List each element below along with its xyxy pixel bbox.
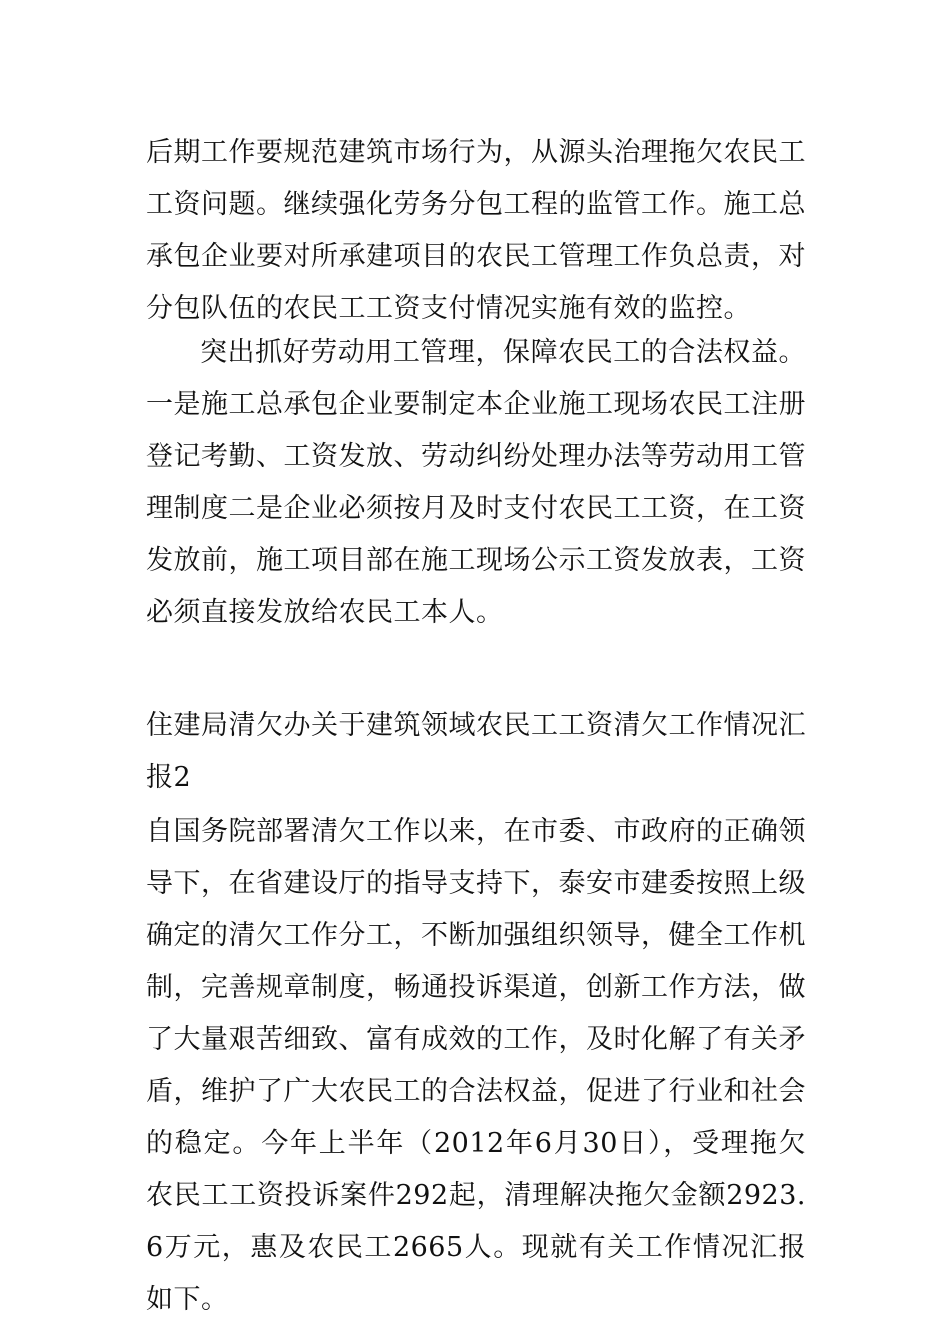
paragraph-block-labor-management [146, 327, 806, 639]
paragraph-block-top [146, 127, 806, 335]
section-heading-block [146, 700, 806, 804]
paragraph-labor-management: 突出抓好劳动用工管理，保障农民工的合法权益。一是施工总承包企业要制定本企业施工现场农民工注册登记考勤、工资发放、劳动纠纷处理办法等劳动用工管理制度二是企业必须按月及时支付农民工工资，在工资发放前，施工项目部在施工现场公示工资发放表，工资必须直接发放给农民工本人。 [146, 337, 806, 628]
paragraph-report-summary: 自国务院部署清欠工作以来，在市委、市政府的正确领导下，在省建设厅的指导支持下，泰安市建委按照上级确定的清欠工作分工，不断加强组织领导，健全工作机制，完善规章制度，畅通投诉渠道，创新工作方法，做了大量艰苦细致、富有成效的工作，及时化解了有关矛盾，维护了广大农民工的合法权益，促进了行业和社会的稳定。今年上半年（2012年6月30日），受理拖欠农民工工资投诉案件292起，清理解决拖欠金额2923.6万元，惠及农民工2665人。现就有关工作情况汇报如下。 [146, 816, 806, 1315]
paragraph-block-report [146, 806, 806, 1326]
paragraph-construction-market: 后期工作要规范建筑市场行为，从源头治理拖欠农民工工资问题。继续强化劳务分包工程的监管工作。施工总承包企业要对所承建项目的农民工管理工作负总责，对分包队伍的农民工工资支付情况实施有效的监控。 [146, 137, 806, 324]
section-heading: 住建局清欠办关于建筑领域农民工工资清欠工作情况汇报2 [146, 710, 806, 793]
